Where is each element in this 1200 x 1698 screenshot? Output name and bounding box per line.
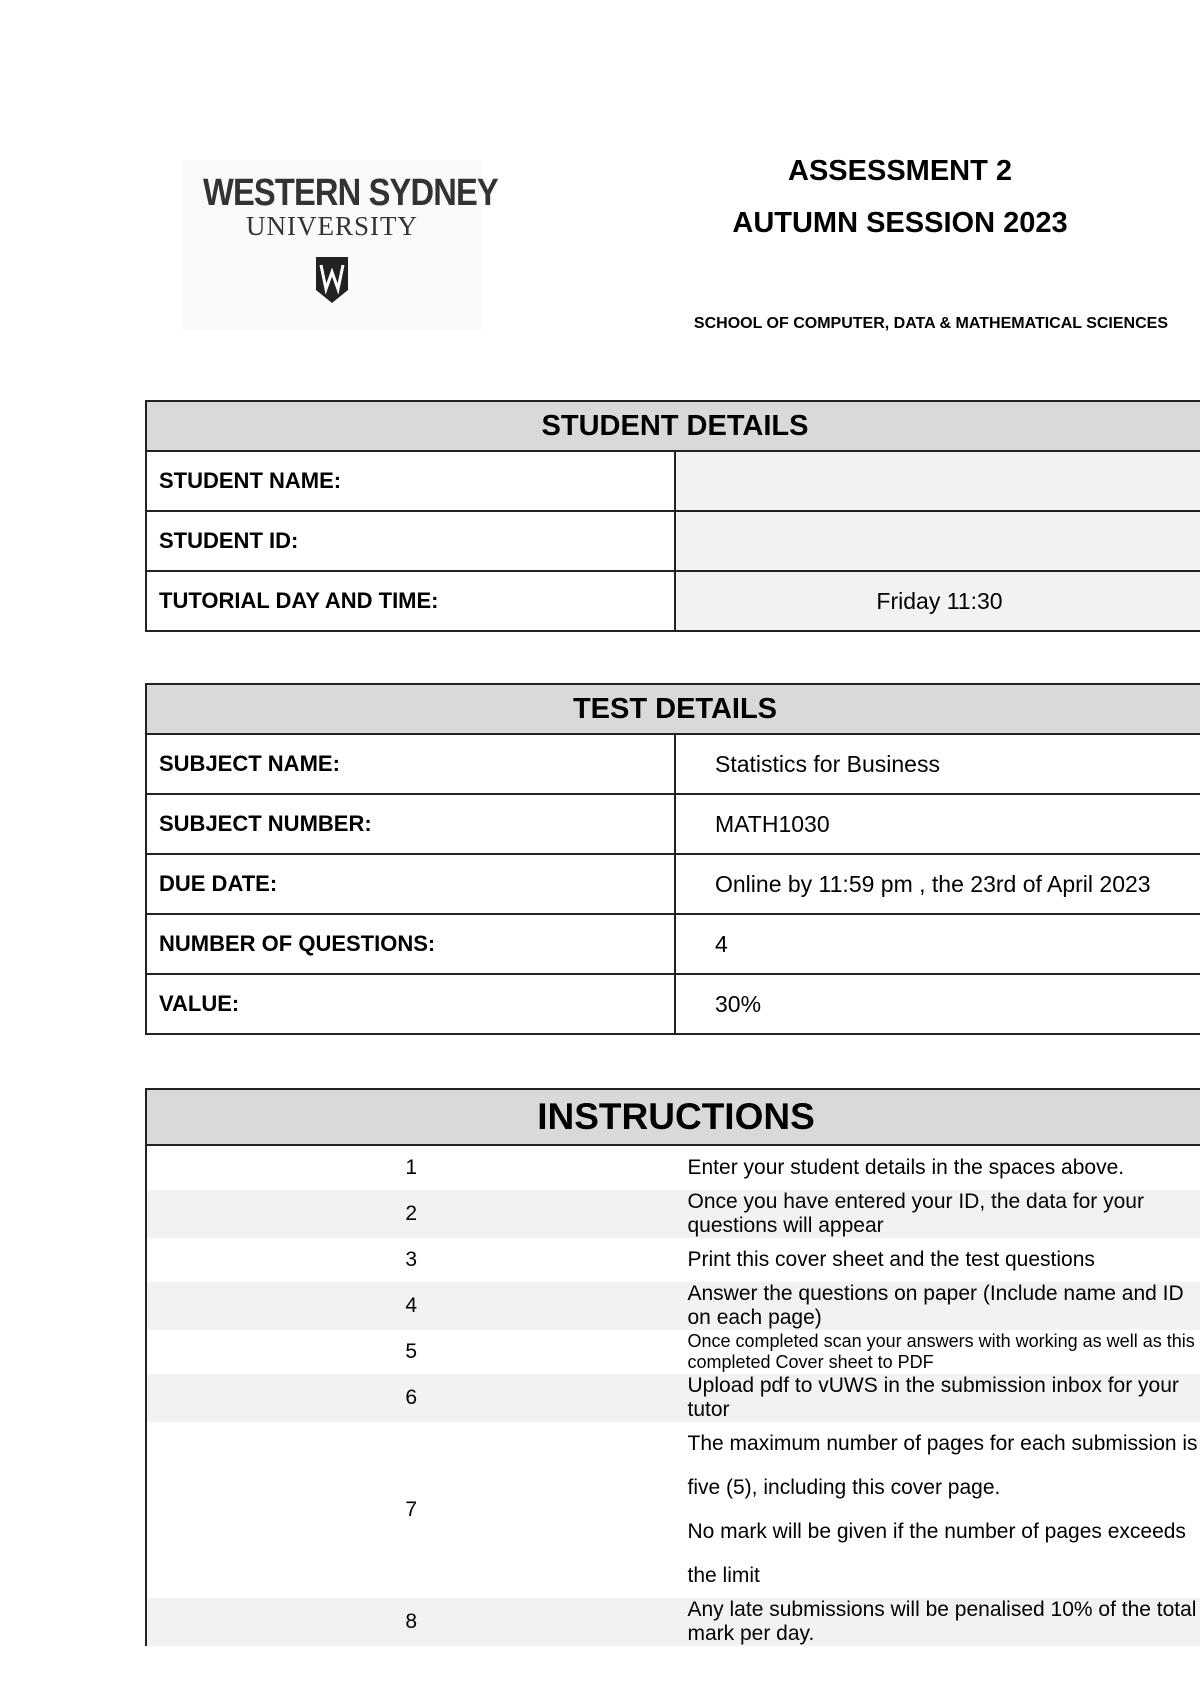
subject-name-value: Statistics for Business <box>675 734 1200 794</box>
table-row <box>146 914 1200 974</box>
test-details-heading: TEST DETAILS <box>146 684 1200 734</box>
instruction-text-line1: The maximum number of pages for each submission is five (5), including this cover page. <box>687 1432 1198 1499</box>
shield-icon <box>182 256 482 309</box>
table-row <box>146 854 1200 914</box>
logo-wordmark: WESTERN SYDNEY <box>203 172 498 214</box>
subject-number-label: SUBJECT NUMBER: <box>146 794 675 854</box>
table-row <box>146 794 1200 854</box>
table-row <box>146 1374 1200 1422</box>
instruction-number: 7 <box>146 1422 676 1598</box>
question-count-label: NUMBER OF QUESTIONS: <box>146 914 675 974</box>
due-date-value: Online by 11:59 pm , the 23rd of April 2023 <box>675 854 1200 914</box>
instructions-heading: INSTRUCTIONS <box>146 1089 1200 1145</box>
instruction-number: 6 <box>146 1374 676 1422</box>
instruction-text: Any late submissions will be penalised 10% of the total mark per day. <box>676 1598 1200 1646</box>
value-label: VALUE: <box>146 974 675 1034</box>
table-row <box>146 1238 1200 1282</box>
instruction-text: Enter your student details in the spaces above. <box>687 1156 1125 1179</box>
instruction-number: 8 <box>146 1598 676 1646</box>
table-row <box>146 571 1200 631</box>
test-details-table <box>145 683 1200 1035</box>
school-name: SCHOOL OF COMPUTER, DATA & MATHEMATICAL SCIENCES <box>693 315 1168 332</box>
instruction-text: Once completed scan your answers with working as well as this completed Cover sheet to PDF <box>687 1331 1195 1372</box>
student-details-heading: STUDENT DETAILS <box>146 401 1200 451</box>
table-row <box>146 1190 1200 1238</box>
instruction-number: 1 <box>146 1145 676 1190</box>
instruction-text: Print this cover sheet and the test questions <box>687 1248 1095 1271</box>
instruction-number: 2 <box>146 1190 676 1238</box>
student-details-table <box>145 400 1200 632</box>
student-name-field[interactable] <box>675 451 1200 511</box>
due-date-label: DUE DATE: <box>146 854 675 914</box>
table-row <box>146 1330 1200 1374</box>
instruction-number: 3 <box>146 1238 676 1282</box>
instructions-table <box>145 1088 1200 1646</box>
instruction-text: Upload pdf to vUWS in the submission inbox for your tutor <box>676 1374 1200 1422</box>
table-row <box>146 974 1200 1034</box>
table-row <box>146 451 1200 511</box>
logo-subtitle: UNIVERSITY <box>246 211 418 241</box>
table-row <box>146 1282 1200 1330</box>
tutorial-value: Friday 11:30 <box>675 571 1200 631</box>
instruction-text <box>676 1422 1200 1598</box>
student-id-field[interactable] <box>675 511 1200 571</box>
question-count-value: 4 <box>675 914 1200 974</box>
table-row <box>146 1422 1200 1598</box>
assessment-title: ASSESSMENT 2 <box>788 155 1012 187</box>
table-row <box>146 511 1200 571</box>
instruction-number: 5 <box>146 1330 676 1374</box>
instruction-text: Answer the questions on paper (Include name and ID on each page) <box>676 1282 1200 1330</box>
subject-number-value: MATH1030 <box>675 794 1200 854</box>
instruction-text-line2: No mark will be given if the number of pages exceeds the limit <box>687 1520 1186 1587</box>
student-id-label: STUDENT ID: <box>146 511 675 571</box>
university-logo <box>182 160 498 330</box>
table-row <box>146 1598 1200 1646</box>
session-title: AUTUMN SESSION 2023 <box>732 207 1068 239</box>
value-value: 30% <box>675 974 1200 1034</box>
instruction-number: 4 <box>146 1282 676 1330</box>
subject-name-label: SUBJECT NAME: <box>146 734 675 794</box>
tutorial-label: TUTORIAL DAY AND TIME: <box>146 571 675 631</box>
student-name-label: STUDENT NAME: <box>146 451 675 511</box>
table-row <box>146 1145 1200 1190</box>
instruction-text: Once you have entered your ID, the data for your questions will appear <box>676 1190 1200 1238</box>
table-row <box>146 734 1200 794</box>
